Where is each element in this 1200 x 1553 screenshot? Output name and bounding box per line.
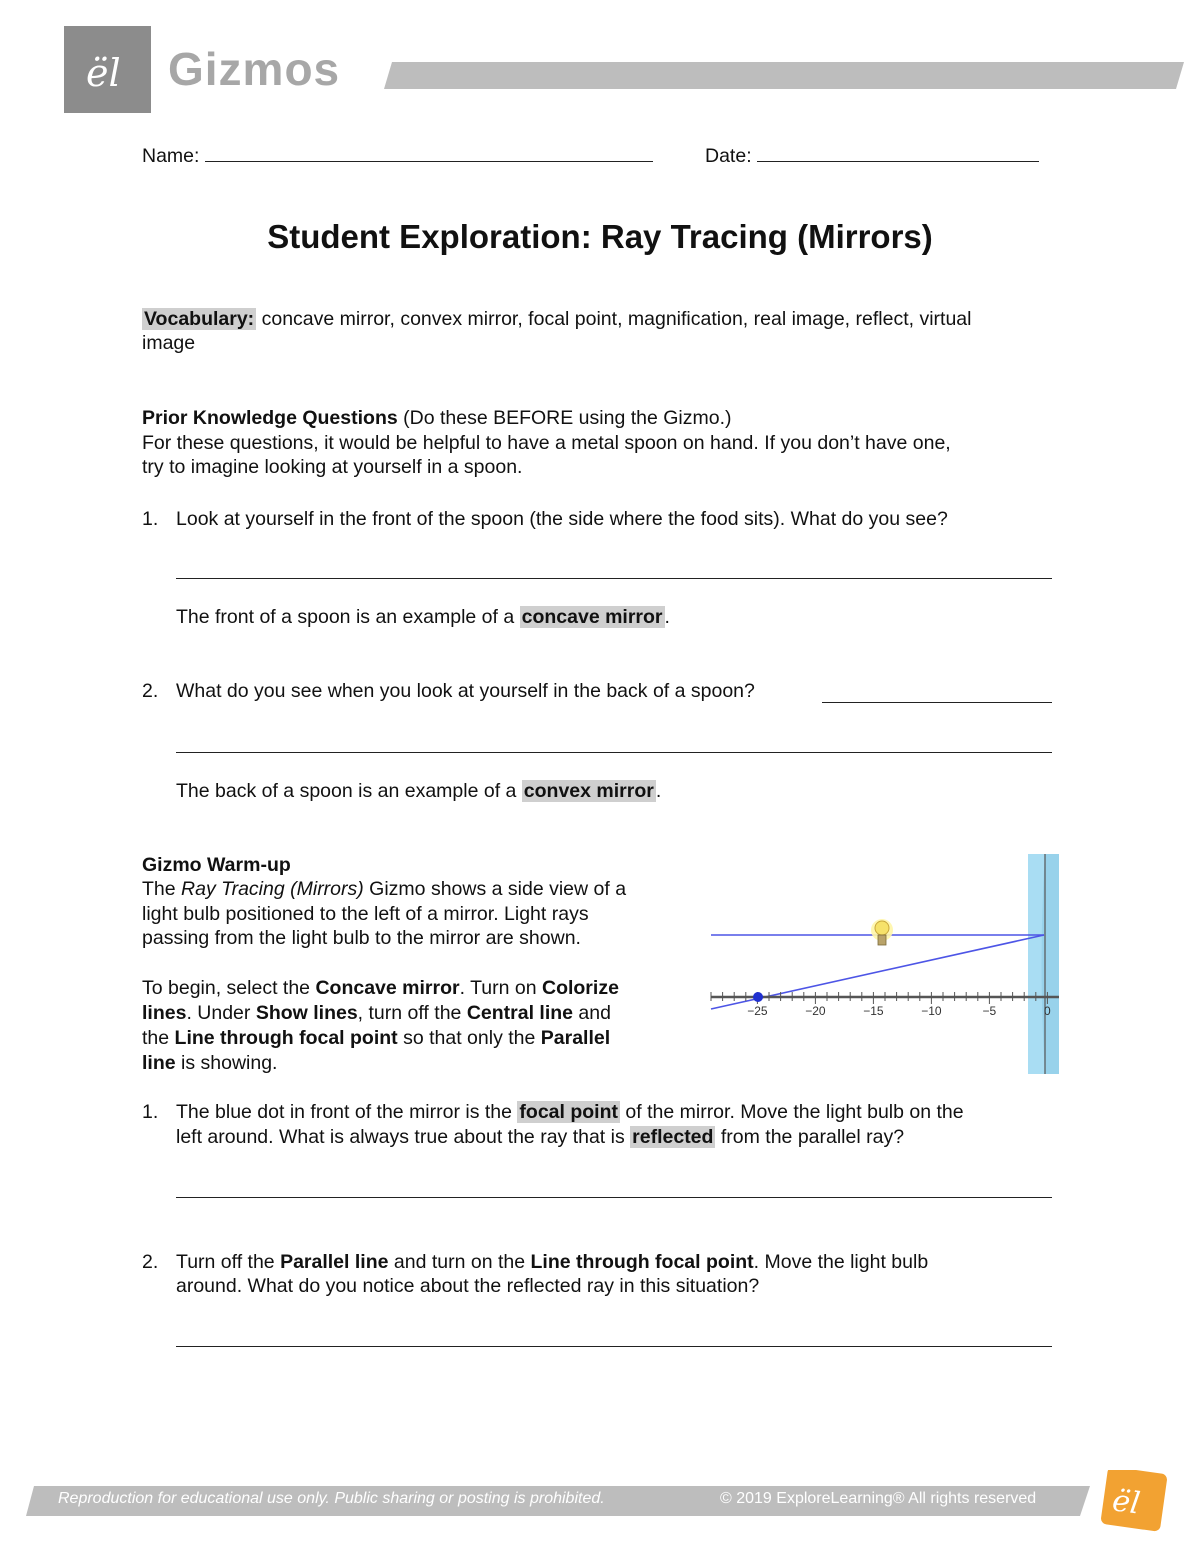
focal-point-term: focal point [519, 1101, 618, 1123]
warmup-q2-line1 [176, 1250, 928, 1275]
concave-note-text: The front of a spoon is an example of a [176, 606, 520, 628]
warmup-q1-line1 [176, 1100, 964, 1125]
question-2-text: What do you see when you look at yourself in the back of a spoon? [176, 680, 755, 702]
explorelearning-badge-icon [1100, 1470, 1167, 1532]
ray-diagram [705, 852, 1065, 1076]
vocabulary-label: Vocabulary: [144, 308, 255, 330]
central-line-option: Central line [466, 1002, 574, 1024]
vocabulary-line [142, 307, 971, 332]
t: and [573, 1002, 611, 1024]
question-2-number: 2. [142, 680, 159, 702]
t: the [142, 1027, 175, 1049]
warmup-q2-line2: around. What do you notice about the reflected ray in this situation? [176, 1275, 760, 1297]
focal-line-term: Line through focal point [530, 1251, 754, 1273]
t: Turn off the [176, 1251, 281, 1273]
concave-mirror-option: Concave mirror [315, 977, 460, 999]
date-blank [757, 143, 1039, 162]
t: The [142, 878, 182, 900]
header-bar [0, 0, 1200, 120]
warmup-q2-number: 2. [142, 1251, 159, 1273]
t: is showing. [175, 1052, 278, 1074]
warmup-q1-line2 [176, 1125, 904, 1150]
brand-name: Gizmos [168, 43, 341, 95]
t: from the parallel ray? [715, 1126, 905, 1148]
name-blank [205, 143, 653, 162]
gizmo-name: Ray Tracing (Mirrors) [181, 878, 364, 900]
warmup-p2-line2 [142, 1001, 611, 1026]
axis-tick-label: −20 [805, 1004, 826, 1018]
date-field [705, 143, 1039, 169]
vocabulary-terms: concave mirror, convex mirror, focal point, magnification, real image, reflect, virtual [256, 308, 972, 330]
t: , turn off the [357, 1002, 467, 1024]
name-field [142, 143, 653, 169]
show-lines-option: Show lines [255, 1002, 358, 1024]
period: . [664, 606, 670, 628]
t: line [142, 1052, 176, 1074]
t: left around. What is always true about the ray that is [176, 1126, 631, 1148]
warmup-p1-line1 [142, 877, 626, 902]
question-1-text: Look at yourself in the front of the spoon (the side where the food sits). What do you see? [176, 508, 948, 530]
axis-tick-label: −10 [921, 1004, 942, 1018]
warmup-p2-line3 [142, 1026, 610, 1051]
t: lines [142, 1002, 187, 1024]
focal-point-dot[interactable] [753, 992, 763, 1002]
convex-note-text: The back of a spoon is an example of a [176, 780, 522, 802]
period: . [655, 780, 662, 802]
t: . Move the light bulb [753, 1251, 929, 1273]
colorize-option: Colorize [541, 977, 619, 999]
light-bulb-icon[interactable] [871, 919, 893, 945]
axis-tick-label: −15 [863, 1004, 884, 1018]
axis-tick-label: −5 [982, 1004, 997, 1018]
answer-line[interactable] [176, 578, 1052, 579]
prior-heading-note: (Do these BEFORE using the Gizmo.) [397, 407, 732, 429]
t: The blue dot in front of the mirror is the [176, 1101, 518, 1123]
concave-mirror-term: concave mirror [521, 606, 663, 628]
axis-tick-label: 0 [1044, 1004, 1051, 1018]
t: . Turn on [459, 977, 542, 999]
answer-line[interactable] [176, 1197, 1052, 1198]
warmup-p2-line1 [142, 976, 619, 1001]
warmup-p2-line4 [142, 1051, 277, 1076]
prior-heading [142, 406, 732, 431]
t: so that only the [397, 1027, 541, 1049]
svg-text:ël: ël [1110, 1483, 1143, 1522]
answer-line[interactable] [176, 1346, 1052, 1347]
t: and turn on the [388, 1251, 531, 1273]
t: of the mirror. Move the light bulb on the [620, 1101, 964, 1123]
footer-notice: Reproduction for educational use only. Public sharing or posting is prohibited. [58, 1490, 605, 1507]
footer-copyright: © 2019 ExploreLearning® All rights reserved [720, 1490, 1037, 1507]
footer-bar [0, 1470, 1200, 1553]
focal-line-option: Line through focal point [174, 1027, 398, 1049]
t: Gizmo shows a side view of a [363, 878, 627, 900]
warmup-heading: Gizmo Warm-up [142, 854, 291, 876]
warmup-p1-line3: passing from the light bulb to the mirror are shown. [142, 927, 581, 949]
parallel-line-term: Parallel line [280, 1251, 389, 1273]
warmup-p1-line2: light bulb positioned to the left of a mirror. Light rays [142, 903, 589, 925]
reflected-term: reflected [632, 1126, 714, 1148]
prior-heading-text: Prior Knowledge Questions [142, 407, 398, 429]
answer-line[interactable] [822, 702, 1052, 703]
convex-note [176, 779, 661, 804]
axis-tick-label: −25 [747, 1004, 768, 1018]
name-label: Name: [142, 145, 200, 167]
question-1-number: 1. [142, 508, 159, 530]
date-label: Date: [705, 145, 752, 167]
vocabulary-cont: image [142, 332, 196, 354]
convex-mirror-term: convex mirror [523, 780, 654, 802]
page-title: Student Exploration: Ray Tracing (Mirrors) [267, 218, 933, 255]
concave-note [176, 605, 670, 630]
parallel-option: Parallel [540, 1027, 611, 1049]
answer-line[interactable] [176, 752, 1052, 753]
svg-text:ël: ël [86, 51, 121, 95]
prior-intro-2: try to imagine looking at yourself in a spoon. [142, 456, 523, 478]
warmup-q1-number: 1. [142, 1101, 159, 1123]
t: To begin, select the [142, 977, 316, 999]
t: . Under [186, 1002, 256, 1024]
prior-intro-1: For these questions, it would be helpful to have a metal spoon on hand. If you don’t have one, [142, 432, 951, 454]
